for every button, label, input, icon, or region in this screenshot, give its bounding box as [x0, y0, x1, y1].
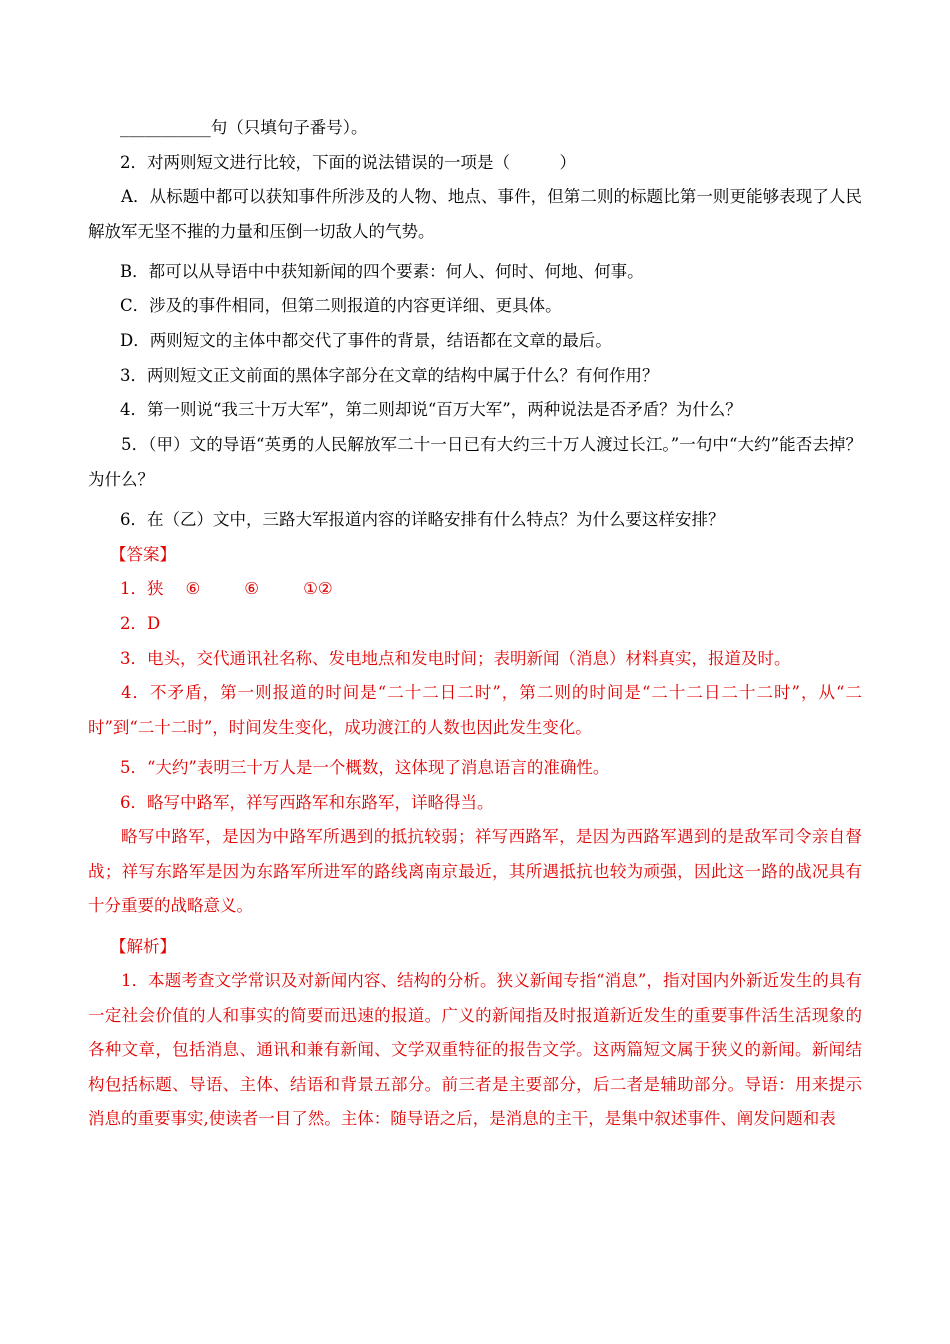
question-2: 2．对两则短文进行比较，下面的说法错误的一项是（ ）: [120, 153, 576, 172]
question-2-option-c: C．涉及的事件相同，但第二则报道的内容更详细、更具体。: [120, 296, 562, 315]
answer-1-d: ①②: [303, 579, 333, 598]
question-2-option-d: D．两则短文的主体中都交代了事件的背景，结语都在文章的最后。: [120, 331, 612, 350]
answer-1: [120, 579, 333, 599]
analysis-paragraph-1: 1．本题考查文学常识及对新闻内容、结构的分析。狭义新闻专指“消息”，指对国内外新近发生的具有一定社会价值的人和事实的简要而迅速的报道。广义的新闻指及时报道新近发生的重要事件活生活现象的各种文章，包括消息、通讯和兼有新闻、文学双重特征的报告文学。这两篇短文属于狭义的新闻。新闻结构包括标题、导语、主体、结语和背景五部分。前三者是主要部分，后二者是辅助部分。导语：用来提示消息的重要事实,使读者一目了然。主体：随导语之后，是消息的主干，是集中叙述事件、阐发问题和表: [88, 971, 862, 1128]
answer-heading: 【答案】: [110, 545, 176, 564]
answer-1-num: 1．狭: [120, 579, 164, 598]
answer-1-c: ⑥: [244, 579, 260, 598]
answer-4: 4．不矛盾，第一则报道的时间是“二十二日二时”，第二则的时间是“二十二日二十二时”，从“二时”到“二十二时”，时间发生变化，成功渡江的人数也因此发生变化。: [88, 683, 862, 737]
answer-6-detail: 略写中路军，是因为中路军所遇到的抵抗较弱；祥写西路军，是因为西路军遇到的是敌军司令亲自督战；祥写东路军是因为东路军所进军的路线离南京最近，其所遇抵抗也较为顽强，因此这一路的战况具有十分重要的战略意义。: [88, 827, 862, 915]
question-2-option-a: A．从标题中都可以获知事件所涉及的人物、地点、事件，但第二则的标题比第一则更能够表现了人民解放军无坚不摧的力量和压倒一切敌人的气势。: [88, 187, 862, 241]
question-5: 5．（甲）文的导语“英勇的人民解放军二十一日已有大约三十万人渡过长江。”一句中“大约”能否去掉？为什么？: [88, 435, 862, 489]
question-4: 4．第一则说“我三十万大军”，第二则却说“百万大军”，两种说法是否矛盾？为什么？: [120, 400, 742, 419]
answer-6: 6．略写中路军，祥写西路军和东路军，详略得当。: [120, 793, 494, 812]
answer-5: 5．“大约”表明三十万人是一个概数，这体现了消息语言的准确性。: [120, 758, 610, 777]
fill-blank-line: ___________句（只填句子番号）。: [120, 118, 368, 137]
question-6: 6．在（乙）文中，三路大军报道内容的详略安排有什么特点？为什么要这样安排？: [120, 510, 725, 529]
answer-2: 2．D: [120, 614, 161, 633]
analysis-heading: 【解析】: [110, 937, 176, 956]
answer-1-b: ⑥: [185, 579, 201, 598]
question-2-option-b: B．都可以从导语中中获知新闻的四个要素：何人、何时、何地、何事。: [120, 262, 644, 281]
question-3: 3．两则短文正文前面的黑体字部分在文章的结构中属于什么？有何作用？: [120, 366, 659, 385]
answer-3: 3．电头，交代通讯社名称、发电地点和发电时间；表明新闻（消息）材料真实，报道及时。: [120, 649, 791, 668]
